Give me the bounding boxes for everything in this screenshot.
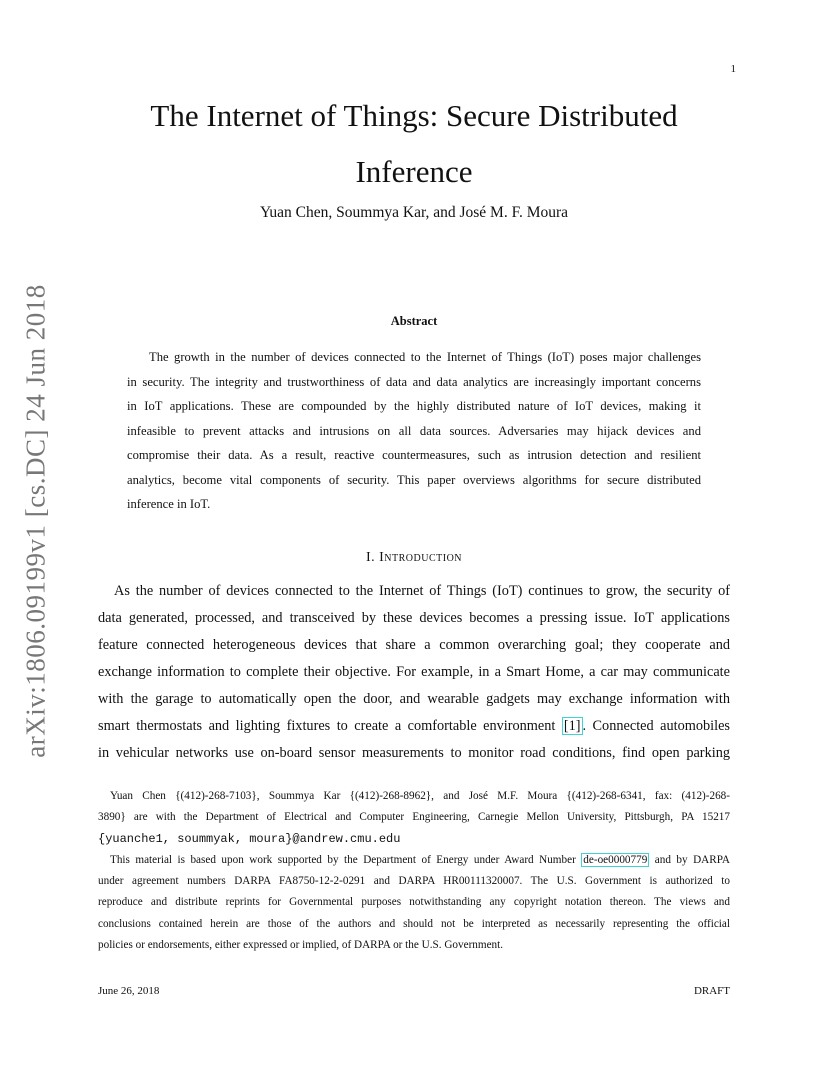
section-number: I. bbox=[365, 550, 380, 565]
award-number-link[interactable]: de-oe0000779 bbox=[583, 853, 648, 866]
footnote-line: Yuan Chen {(412)-268-7103}, Soummya Kar {(412)-268-8962}, and José M.F. Moura {(412)-268-6341, fax: (412)-268- bbox=[110, 790, 730, 802]
author-list: Yuan Chen, Soummya Kar, and José M. F. Moura bbox=[259, 204, 569, 221]
abstract-line: The growth in the number of devices connected to the Internet of Things (IoT) poses major challenges bbox=[149, 350, 701, 364]
body-line: exchange information to complete their objective. For example, in a Smart Home, a car may communicate bbox=[98, 664, 730, 680]
introduction-body bbox=[98, 578, 730, 767]
footnotes bbox=[98, 786, 730, 956]
paper-title-line-2: Inference bbox=[355, 154, 473, 189]
footnote-email: {yuanche1, soummyak, moura}@andrew.cmu.edu bbox=[98, 831, 401, 846]
paper-title-line-1: The Internet of Things: Secure Distributed bbox=[150, 98, 678, 133]
footnote-line: policies or endorsements, either expressed or implied, of DARPA or the U.S. Government. bbox=[98, 939, 504, 952]
footnote-line bbox=[98, 850, 730, 871]
abstract-line: compromise their data. As a result, reactive countermeasures, such as intrusion detection and resilient bbox=[127, 448, 701, 462]
footer-status: DRAFT bbox=[693, 985, 730, 997]
body-line: with the garage to automatically open the door, and wearable gadgets may exchange information with bbox=[98, 691, 730, 707]
arxiv-identifier-text: arXiv:1806.09199v1 [cs.DC] 24 Jun 2018 bbox=[20, 284, 51, 758]
body-line: in vehicular networks use on-board sensor measurements to monitor road conditions, find open parking bbox=[98, 745, 730, 761]
footnote-text: and by DARPA bbox=[649, 853, 730, 866]
paper-title bbox=[98, 88, 730, 200]
footnote-line: conclusions contained herein are those of the authors and should not be interpreted as necessarily representing the official bbox=[98, 917, 730, 930]
footnote-line: under agreement numbers DARPA FA8750-12-2-0291 and DARPA HR00111320007. The U.S. Government is authorized to bbox=[98, 875, 730, 888]
body-line: feature connected heterogeneous devices that share a common overarching goal; they cooperate and bbox=[98, 637, 730, 653]
abstract-line: inference in IoT. bbox=[127, 497, 211, 511]
page-number: 1 bbox=[730, 63, 736, 75]
footnote-text: This material is based upon work supported by the Department of Energy under Award Number bbox=[110, 853, 582, 866]
footnote-line: 3890} are with the Department of Electrical and Computer Engineering, Carnegie Mellon University, Pittsburgh, PA 15217 bbox=[98, 811, 730, 824]
body-text: . Connected automobiles bbox=[582, 718, 730, 734]
body-line bbox=[98, 713, 730, 740]
body-line: As the number of devices connected to the Internet of Things (IoT) continues to grow, the security of bbox=[114, 583, 730, 599]
footer-date: June 26, 2018 bbox=[98, 985, 160, 997]
section-heading bbox=[98, 550, 730, 566]
abstract-line: analytics, become vital components of security. This paper overviews algorithms for secure distributed bbox=[127, 472, 701, 487]
abstract-line: in security. The integrity and trustworthiness of data and data analytics are increasingly important concerns bbox=[127, 374, 701, 389]
abstract-body bbox=[127, 345, 701, 517]
body-line: data generated, processed, and transceived by these devices becomes a pressing issue. IoT applications bbox=[98, 610, 730, 626]
citation-link[interactable]: [1] bbox=[563, 718, 581, 734]
footnote-line: reproduce and distribute reprints for Governmental purposes notwithstanding any copyright notation thereon. The views and bbox=[98, 896, 730, 909]
body-text: smart thermostats and lighting fixtures to create a comfortable environment bbox=[98, 718, 562, 734]
abstract-heading: Abstract bbox=[390, 314, 438, 328]
section-title: Introduction bbox=[379, 550, 463, 565]
abstract-line: in IoT applications. These are compounded by the highly distributed nature of IoT devices, making it bbox=[127, 399, 701, 413]
abstract-line: infeasible to prevent attacks and intrusions on all data sources. Adversaries may hijack devices and bbox=[127, 423, 701, 438]
